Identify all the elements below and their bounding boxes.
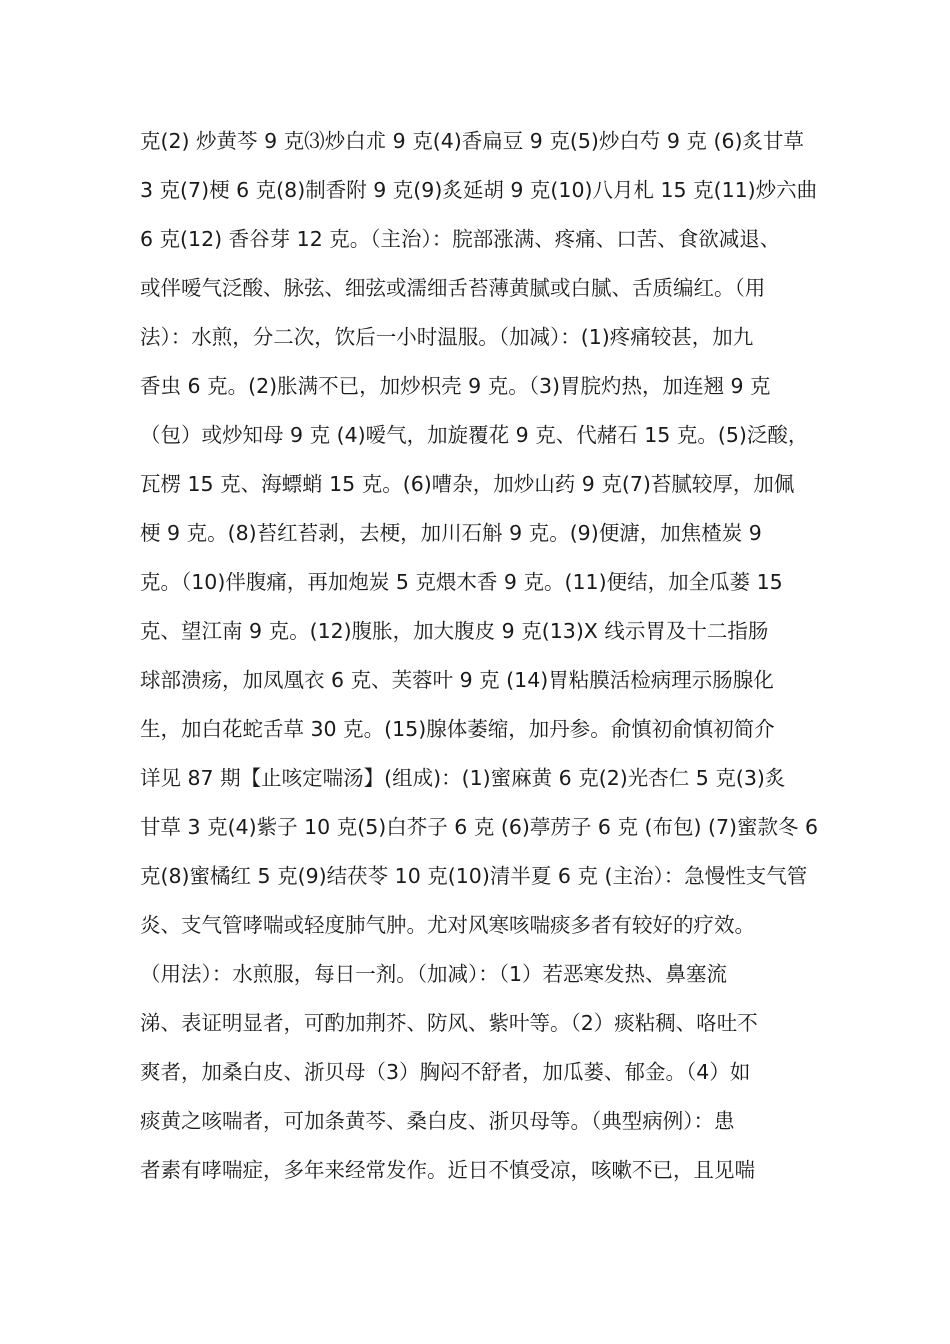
text-line: （包）或炒知母 9 克 (4)嗳气，加旋覆花 9 克、代赭石 15 克。(5)泛酸， [140, 423, 809, 447]
text-line: 涕、表证明显者，可酌加荆芥、防风、紫叶等。（2）痰粘稠、咯吐不 [140, 1011, 758, 1035]
text-line: 瓦楞 15 克、海螵蛸 15 克。(6)嘈杂，加炒山药 9 克(7)苔腻较厚，加佩 [140, 472, 795, 496]
text-line: 球部溃疡，加凤凰衣 6 克、芙蓉叶 9 克 (14)胃粘膜活检病理示肠腺化 [140, 668, 774, 692]
text-line: 3 克(7)梗 6 克(8)制香附 9 克(9)炙延胡 9 克(10)八月札 15 克(11)炒六曲 [140, 178, 818, 202]
text-line: 克、望江南 9 克。(12)腹胀，加大腹皮 9 克(13)X 线示胃及十二指肠 [140, 619, 769, 643]
text-line: （用法）：水煎服，每日一剂。（加减）：（1）若恶寒发热、鼻塞流 [140, 962, 728, 986]
text-line: 克(2) 炒黄芩 9 克⑶炒白朮 9 克(4)香扁豆 9 克(5)炒白芍 9 克 (6)炙甘草 [140, 129, 804, 153]
text-line: 甘草 3 克(4)紫子 10 克(5)白芥子 6 克 (6)葶苈子 6 克 (布包) (7)蜜款冬 6 [140, 815, 819, 839]
text-line: 详见 87 期【止咳定喘汤】(组成)：(1)蜜麻黄 6 克(2)光杏仁 5 克(3)炙 [140, 766, 786, 790]
text-line: 痰黄之咳喘者，可加条黄芩、桑白皮、浙贝母等。（典型病例）：患 [140, 1109, 735, 1133]
text-line: 6 克(12) 香谷芽 12 克。（主治）：脘部涨满、疼痛、口苦、食欲减退、 [140, 227, 781, 251]
text-line: 香虫 6 克。(2)胀满不已，加炒枳壳 9 克。（3)胃脘灼热，加连翘 9 克 [140, 374, 771, 398]
text-line: 克(8)蜜橘红 5 克(9)结茯苓 10 克(10)清半夏 6 克 (主治）：急慢性支气管 [140, 864, 808, 888]
text-line: 者素有哮喘症，多年来经常发作。近日不慎受凉，咳嗽不已，且见喘 [140, 1158, 755, 1182]
text-line: 梗 9 克。(8)苔红苔剥，去梗，加川石斛 9 克。(9)便溏，加焦楂炭 9 [140, 521, 762, 545]
text-line: 炎、支气管哮喘或轻度肺气肿。尤对风寒咳喘痰多者有较好的疗效。 [140, 913, 755, 937]
text-line: 爽者，加桑白皮、浙贝母（3）胸闷不舒者，加瓜蒌、郁金。（4）如 [140, 1060, 751, 1084]
text-line: 法）：水煎，分二次，饮后一小时温服。（加减）：(1)疼痛较甚，加九 [140, 325, 754, 349]
text-line: 生，加白花蛇舌草 30 克。(15)腺体萎缩，加丹参。俞慎初俞慎初简介 [140, 717, 775, 741]
body-text [140, 117, 830, 1195]
text-line: 或伴嗳气泛酸、脉弦、细弦或濡细舌苔薄黄腻或白腻、舌质编红。（用 [140, 276, 766, 300]
text-line: 克。（10)伴腹痛，再加炮炭 5 克煨木香 9 克。(11)便结，加全瓜蒌 15 [140, 570, 783, 594]
